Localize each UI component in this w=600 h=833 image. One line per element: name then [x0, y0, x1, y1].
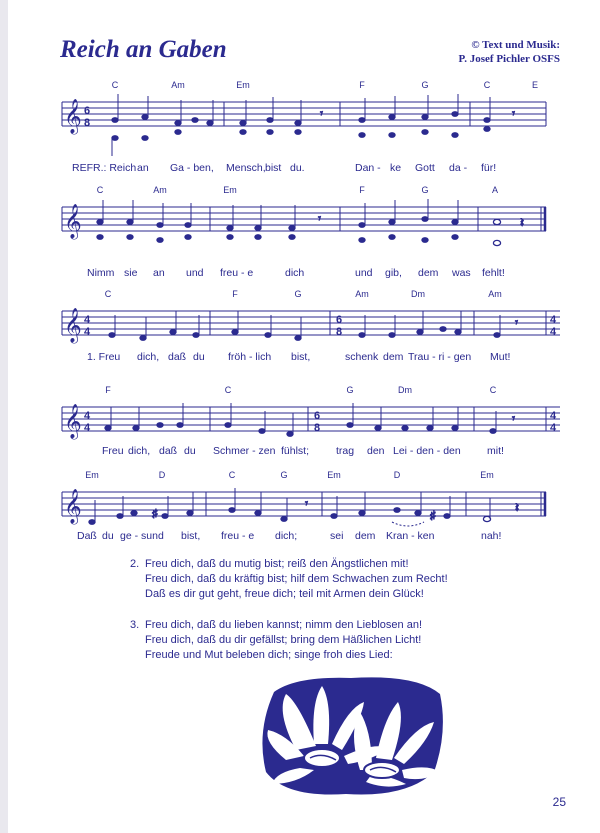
- lyric: Mut!: [490, 351, 511, 363]
- note-head: [157, 423, 163, 428]
- rest-icon: 𝄾: [512, 108, 515, 120]
- lyric: mit!: [487, 445, 504, 457]
- time-signature-bottom: 8: [84, 117, 91, 129]
- note-head: [193, 333, 199, 338]
- lyric: Gott: [415, 162, 435, 174]
- note-head: [422, 238, 428, 243]
- note-head: [402, 426, 408, 431]
- verse-line: Freu dich, daß du mutig bist; reiß den Ängstlichen mit!: [145, 558, 409, 570]
- time-signature-top: 6: [84, 105, 91, 117]
- rest-icon: 𝄾: [515, 317, 518, 329]
- note-head: [177, 423, 183, 428]
- note-head: [229, 508, 235, 513]
- chord: C: [224, 385, 232, 395]
- time-signature-bottom: 4: [550, 326, 557, 338]
- staff-system-2: [0, 183, 600, 283]
- chord: Em: [236, 80, 250, 90]
- lyric: fröh - lich: [228, 351, 272, 363]
- lyric: für!: [481, 162, 497, 174]
- verse-line: Freu dich, daß du kräftig bist; hilf dem Schwachen zum Recht!: [145, 573, 448, 585]
- note-head: [170, 330, 176, 335]
- chord: Em: [480, 470, 494, 480]
- time-signature-top: 6: [314, 410, 321, 422]
- time-signature-top: 4: [84, 410, 91, 422]
- slur-tie: [392, 522, 424, 526]
- note-head: [192, 118, 198, 123]
- note-head: [359, 333, 365, 338]
- lyric: Dan -: [355, 162, 381, 174]
- time-signature-bottom: 8: [336, 326, 343, 338]
- chord: F: [359, 185, 365, 195]
- lyric: an: [153, 267, 165, 279]
- note-head: [295, 121, 301, 126]
- note-head: [255, 235, 261, 240]
- verse-line: Freude und Mut beleben dich; singe froh dies Lied:: [145, 649, 393, 661]
- lyric: bist,: [181, 530, 201, 542]
- lyric: dem: [355, 530, 376, 542]
- verse-2: [130, 557, 448, 602]
- note-head: [157, 238, 163, 243]
- note-head: [452, 112, 458, 117]
- lyric: sie: [124, 267, 138, 279]
- note-head: [359, 133, 365, 138]
- lyric: da -: [449, 162, 468, 174]
- note-head: [422, 130, 428, 135]
- chord: C: [104, 289, 112, 299]
- chord: E: [531, 80, 539, 90]
- lyric: Nimm: [87, 267, 115, 279]
- time-signature-top: 4: [550, 314, 557, 326]
- lyric: Schmer - zen: [213, 445, 276, 457]
- note-head: [281, 517, 287, 522]
- note-head: [112, 118, 118, 123]
- verse-3: [130, 618, 422, 663]
- verse-number: 2.: [130, 558, 140, 570]
- chord: F: [105, 385, 111, 395]
- note-head: [287, 432, 293, 437]
- chord: C: [228, 470, 236, 480]
- rest-icon: 𝄾: [318, 213, 321, 225]
- lyric: dich,: [128, 445, 151, 457]
- time-signature-bottom: 4: [84, 422, 91, 434]
- note-head: [295, 336, 301, 341]
- note-head: [227, 235, 233, 240]
- note-head: [267, 118, 273, 123]
- lyric: fehlt!: [482, 267, 505, 279]
- page-number: 25: [552, 795, 566, 809]
- chord: C: [483, 80, 491, 90]
- note-head: [347, 423, 353, 428]
- note-head: [267, 130, 273, 135]
- note-head: [255, 511, 261, 516]
- chord: F: [359, 80, 365, 90]
- note-head: [452, 235, 458, 240]
- chord: Em: [223, 185, 237, 195]
- note-head: [157, 223, 163, 228]
- note-head: [117, 514, 123, 519]
- note-head: [375, 426, 381, 431]
- lyric: und: [355, 267, 373, 279]
- note-head: [225, 423, 231, 428]
- note-head: [175, 121, 181, 126]
- note-head: [89, 520, 95, 525]
- time-signature-top: 4: [84, 314, 91, 326]
- note-head: [440, 327, 446, 332]
- lyric: schenk: [345, 351, 379, 363]
- lyric: gib,: [385, 267, 402, 279]
- note-head: [455, 330, 461, 335]
- note-head: [417, 330, 423, 335]
- note-head: [185, 223, 191, 228]
- treble-clef-icon: 𝄞: [64, 99, 82, 134]
- lyric: REFR.: Reich: [72, 162, 137, 174]
- credit-block: [459, 38, 560, 66]
- note-head: [422, 217, 428, 222]
- note-head: [142, 115, 148, 120]
- half-note-head: [493, 219, 500, 224]
- lyric: Freu: [102, 445, 124, 457]
- lyric: Trau - ri - gen: [408, 351, 472, 363]
- lyric: sei: [330, 530, 344, 542]
- lyric: freu - e: [221, 530, 255, 542]
- note-head: [97, 220, 103, 225]
- chord: C: [96, 185, 104, 195]
- song-title: Reich an Gaben: [60, 36, 227, 63]
- chord: Em: [85, 470, 99, 480]
- note-head: [389, 133, 395, 138]
- note-head: [185, 235, 191, 240]
- rest-icon: 𝄽: [520, 215, 524, 230]
- note-head: [140, 336, 146, 341]
- lyric: dem: [383, 351, 404, 363]
- treble-clef-icon: 𝄞: [64, 308, 82, 343]
- chord: D: [158, 470, 166, 480]
- verse-line: Freu dich, daß du dir gefällst; bring dem Häßlichen Licht!: [145, 634, 422, 646]
- lyric: Ga - ben,: [170, 162, 214, 174]
- chord: Am: [153, 185, 167, 195]
- note-head: [127, 235, 133, 240]
- treble-clef-icon: 𝄞: [64, 404, 82, 439]
- note-head: [359, 238, 365, 243]
- note-head: [484, 118, 490, 123]
- chord: A: [491, 185, 499, 195]
- staff-system-3: [0, 287, 600, 377]
- treble-clef-icon: 𝄞: [64, 204, 82, 239]
- rest-icon: 𝄽: [515, 500, 519, 515]
- note-head: [259, 429, 265, 434]
- note-head: [175, 130, 181, 135]
- lyric: du.: [290, 162, 305, 174]
- lyric: dich,: [137, 351, 160, 363]
- time-signature-bottom: 4: [550, 422, 557, 434]
- time-signature-top: 6: [336, 314, 343, 326]
- time-signature-top: 4: [550, 410, 557, 422]
- chord: Dm: [398, 385, 412, 395]
- note-head: [490, 429, 496, 434]
- note-head: [227, 226, 233, 231]
- verse-line: Freu dich, daß du lieben kannst; nimm den Lieblosen an!: [145, 619, 422, 631]
- lyric: daß: [168, 351, 187, 363]
- lyric: du: [193, 351, 205, 363]
- lyric: du: [102, 530, 114, 542]
- lyric: Mensch,: [226, 162, 266, 174]
- verse-number: 3.: [130, 619, 140, 631]
- note-head: [389, 115, 395, 120]
- note-head: [105, 426, 111, 431]
- lyric: dem: [418, 267, 439, 279]
- note-head: [289, 226, 295, 231]
- chord: C: [111, 80, 119, 90]
- music-staff: [0, 92, 600, 162]
- treble-clef-icon: 𝄞: [64, 489, 82, 524]
- lyric: daß: [159, 445, 178, 457]
- lyric: bist,: [291, 351, 311, 363]
- lyric: fühlst;: [281, 445, 310, 457]
- lyric: 1. Freu: [87, 351, 121, 363]
- note-head: [452, 220, 458, 225]
- time-signature-bottom: 4: [84, 326, 91, 338]
- note-head: [255, 226, 261, 231]
- note-head: [389, 235, 395, 240]
- lyric: freu - e: [220, 267, 254, 279]
- note-head: [265, 333, 271, 338]
- time-signature-bottom: 8: [314, 422, 321, 434]
- chord: C: [489, 385, 497, 395]
- note-head: [133, 426, 139, 431]
- lyric: an: [137, 162, 149, 174]
- note-head: [232, 330, 238, 335]
- chord: G: [294, 289, 302, 299]
- note-head: [359, 118, 365, 123]
- rest-icon: 𝄾: [305, 498, 308, 510]
- chord: Am: [488, 289, 502, 299]
- music-staff: [0, 197, 600, 267]
- chord: G: [421, 80, 429, 90]
- lyric: bist: [265, 162, 282, 174]
- note-head: [97, 235, 103, 240]
- chord: Dm: [411, 289, 425, 299]
- lyric: Daß: [77, 530, 97, 542]
- note-head: [452, 133, 458, 138]
- note-head: [162, 514, 168, 519]
- note-head: [142, 136, 148, 141]
- lyric: ge - sund: [120, 530, 164, 542]
- chord: Am: [355, 289, 369, 299]
- lyric: nah!: [481, 530, 502, 542]
- chord: D: [393, 470, 401, 480]
- staff-system-4: [0, 383, 600, 473]
- rest-icon: 𝄾: [512, 413, 515, 425]
- note-head: [494, 333, 500, 338]
- note-head: [295, 130, 301, 135]
- note-head: [112, 136, 118, 141]
- note-head: [359, 511, 365, 516]
- lyric: dich: [285, 267, 305, 279]
- lyric: ke: [390, 162, 402, 174]
- chord: F: [232, 289, 238, 299]
- note-head: [359, 223, 365, 228]
- sharp-icon: ♯: [430, 510, 436, 522]
- note-head: [240, 121, 246, 126]
- staff-system-1: [0, 78, 600, 178]
- note-head: [484, 127, 490, 132]
- note-head: [389, 220, 395, 225]
- lyric: dich;: [275, 530, 298, 542]
- note-head: [452, 426, 458, 431]
- lyric: Kran - ken: [386, 530, 435, 542]
- note-head: [415, 511, 421, 516]
- sharp-icon: ♯: [152, 508, 158, 520]
- note-head: [394, 508, 400, 513]
- note-head: [444, 514, 450, 519]
- credit-author: P. Josef Pichler OSFS: [458, 53, 560, 65]
- note-head: [331, 514, 337, 519]
- lyric: du: [184, 445, 196, 457]
- lyric: trag: [336, 445, 355, 457]
- daisy-illustration: [256, 672, 446, 800]
- note-head: [389, 333, 395, 338]
- lyric: und: [186, 267, 204, 279]
- note-head: [289, 235, 295, 240]
- chord: G: [421, 185, 429, 195]
- note-head: [187, 511, 193, 516]
- chord: G: [346, 385, 354, 395]
- chord: Am: [171, 80, 185, 90]
- note-head: [109, 333, 115, 338]
- rest-icon: 𝄾: [320, 108, 323, 120]
- verse-line: Daß es dir gut geht, freue dich; teil mit Armen dein Glück!: [145, 588, 424, 600]
- chord: G: [280, 470, 288, 480]
- lyric: was: [452, 267, 471, 279]
- credit-label: © Text und Musik:: [471, 39, 560, 51]
- lyric: Lei - den - den: [393, 445, 461, 457]
- half-note-head: [493, 240, 500, 245]
- staff-system-5: [0, 468, 600, 558]
- lyric: den: [367, 445, 385, 457]
- note-head: [127, 220, 133, 225]
- note-head: [422, 115, 428, 120]
- chord: Em: [327, 470, 341, 480]
- note-head: [207, 121, 213, 126]
- note-head: [427, 426, 433, 431]
- note-head: [131, 511, 137, 516]
- note-head: [240, 130, 246, 135]
